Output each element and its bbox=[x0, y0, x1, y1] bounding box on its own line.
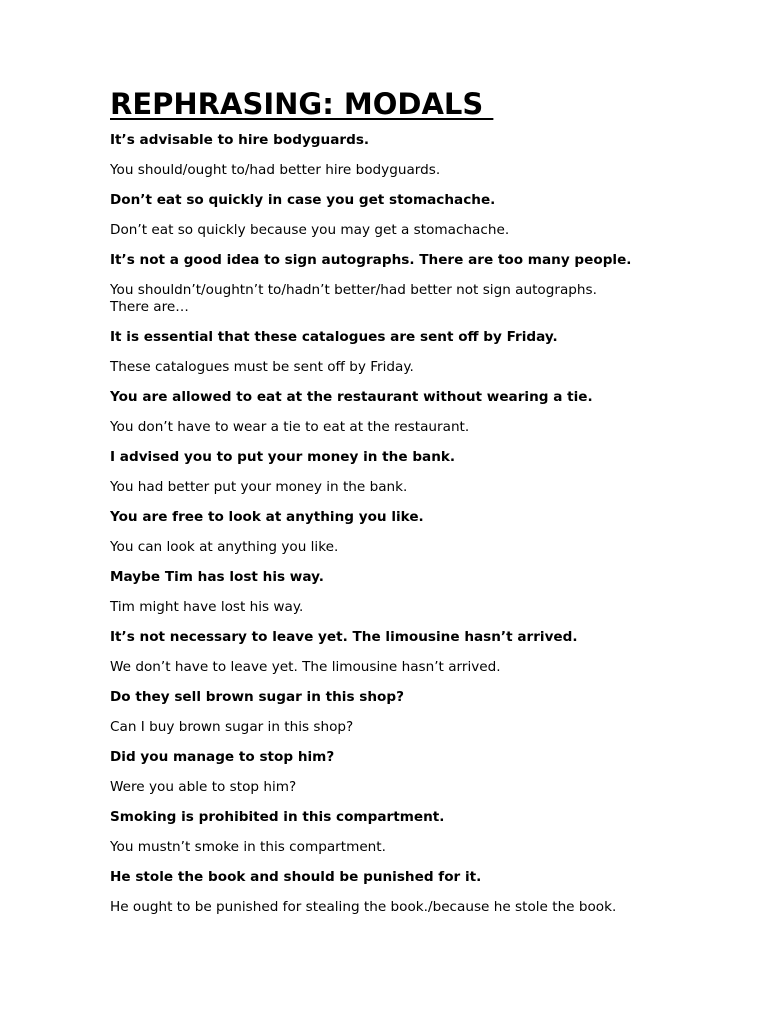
answer-3: You shouldn’t/oughtn’t to/hadn’t better/had better not sign autographs. There are… bbox=[110, 282, 597, 315]
question-6: I advised you to put your money in the bank. bbox=[110, 449, 456, 465]
answer-13: He ought to be punished for stealing the book./because he stole the book. bbox=[110, 899, 617, 915]
answer-5: You don’t have to wear a tie to eat at the restaurant. bbox=[110, 419, 470, 435]
question-7: You are free to look at anything you like. bbox=[110, 509, 424, 525]
question-4: It is essential that these catalogues are sent off by Friday. bbox=[110, 329, 558, 345]
answer-11: Were you able to stop him? bbox=[110, 779, 297, 795]
question-9: It’s not necessary to leave yet. The limousine hasn’t arrived. bbox=[110, 629, 578, 645]
answer-6: You had better put your money in the bank. bbox=[110, 479, 408, 495]
question-8: Maybe Tim has lost his way. bbox=[110, 569, 324, 585]
answer-9: We don’t have to leave yet. The limousine hasn’t arrived. bbox=[110, 659, 501, 675]
question-5: You are allowed to eat at the restaurant without wearing a tie. bbox=[110, 389, 593, 405]
page-title: REPHRASING: MODALS bbox=[110, 87, 494, 121]
question-13: He stole the book and should be punished for it. bbox=[110, 869, 482, 885]
answer-2: Don’t eat so quickly because you may get a stomachache. bbox=[110, 222, 510, 238]
question-1: It’s advisable to hire bodyguards. bbox=[110, 132, 370, 148]
question-12: Smoking is prohibited in this compartment. bbox=[110, 809, 445, 825]
question-2: Don’t eat so quickly in case you get stomachache. bbox=[110, 192, 496, 208]
answer-8: Tim might have lost his way. bbox=[110, 599, 304, 615]
answer-4: These catalogues must be sent off by Friday. bbox=[110, 359, 414, 375]
question-3: It’s not a good idea to sign autographs. There are too many people. bbox=[110, 252, 632, 268]
answer-1: You should/ought to/had better hire bodyguards. bbox=[110, 162, 441, 178]
answer-10: Can I buy brown sugar in this shop? bbox=[110, 719, 354, 735]
answer-7: You can look at anything you like. bbox=[110, 539, 339, 555]
answer-12: You mustn’t smoke in this compartment. bbox=[110, 839, 386, 855]
question-10: Do they sell brown sugar in this shop? bbox=[110, 689, 405, 705]
question-11: Did you manage to stop him? bbox=[110, 749, 335, 765]
exercise-list bbox=[110, 132, 670, 916]
